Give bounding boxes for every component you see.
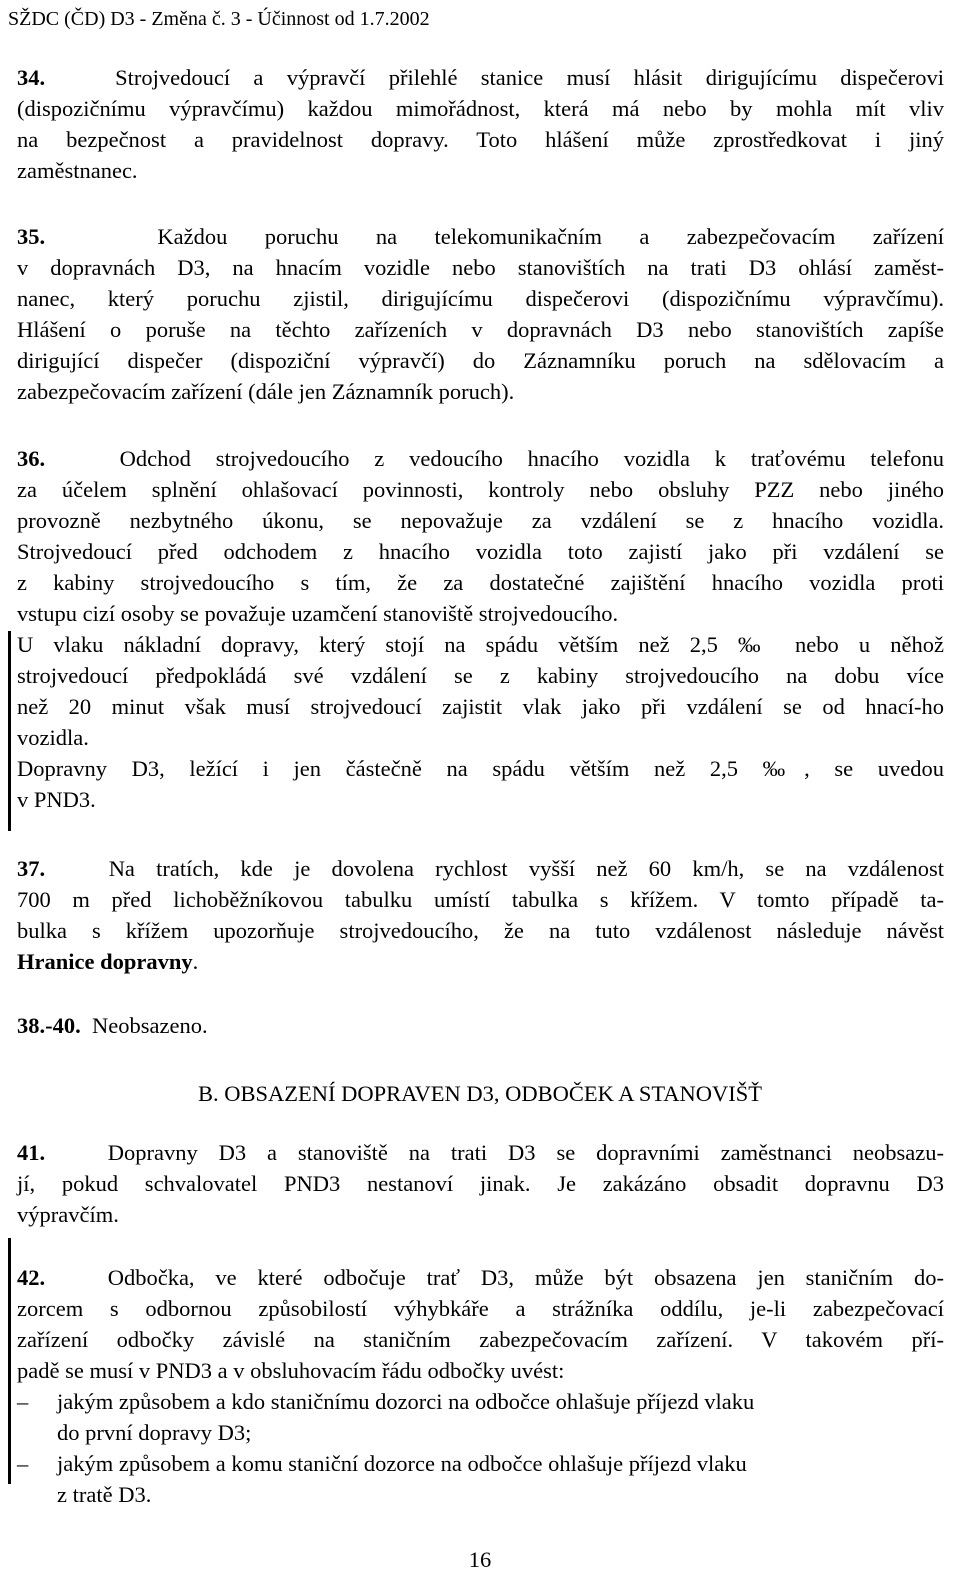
paragraph-34 (17, 62, 944, 186)
list-item-continuation: do první dopravy D3; (57, 1420, 252, 1445)
dash-bullet: – (17, 1389, 29, 1414)
paragraph-42 (17, 1262, 944, 1510)
paragraph-number: 38.-40. (17, 1013, 81, 1038)
paragraph-number: 42. (17, 1265, 46, 1290)
paragraph-line: U vlaku nákladní dopravy, který stojí na spádu větším než 2,5 ‰ nebo u něhož (17, 632, 944, 657)
list-item (17, 1448, 944, 1479)
page-header: SŽDC (ČD) D3 - Změna č. 3 - Účinnost od 1.7.2002 (8, 8, 430, 30)
paragraph-line (17, 946, 944, 977)
paragraph-line: v dopravnách D3, na hnacím vozidle nebo stanovištích na trati D3 ohlásí zaměst- (17, 255, 944, 280)
paragraph-line: v PND3. (17, 787, 96, 812)
paragraph-line (17, 853, 944, 884)
paragraph-36 (17, 443, 944, 815)
paragraph-number: 34. (17, 65, 46, 90)
paragraph-line: vstupu cizí osoby se považuje uzamčení stanoviště strojvedoucího. (17, 601, 619, 626)
line-text: Každou poruchu na telekomunikačním a zabezpečovacím zařízení (157, 224, 944, 249)
line-text: Neobsazeno. (92, 1013, 208, 1038)
paragraph-line: nanec, který poruchu zjistil, dirigujícímu dispečerovi (dispozičnímu výpravčímu). (17, 286, 944, 311)
paragraph-line: zorcem s odbornou způsobilostí výhybkáře a strážníka oddílu, je-li zabezpečovací (17, 1296, 944, 1321)
change-bar (8, 1238, 11, 1484)
paragraph-line: 700 m před lichoběžníkovou tabulku umístí tabulka s křížem. V tomto případě ta- (17, 887, 944, 912)
line-text: jakým způsobem a komu staniční dozorce na odbočce ohlašuje příjezd vlaku (57, 1451, 747, 1476)
paragraph-line: dirigující dispečer (dispoziční výpravčí) do Záznamníku poruch na sdělovacím a (17, 348, 944, 373)
paragraph-line (17, 62, 944, 93)
line-text: jakým způsobem a kdo staničnímu dozorci na odbočce ohlašuje příjezd vlaku (57, 1389, 755, 1414)
change-bar (8, 631, 11, 831)
paragraph-number: 35. (17, 224, 46, 249)
paragraph-line: (dispozičnímu výpravčímu) každou mimořádnost, která má nebo by mohla mít vliv (17, 96, 944, 121)
paragraph-line: za účelem splnění ohlašovací povinnosti, kontroly nebo obsluhy PZZ nebo jiného (17, 477, 944, 502)
paragraph-number: 36. (17, 446, 46, 471)
line-text: Dopravny D3 a stanoviště na trati D3 se dopravními zaměstnanci neobsazu- (107, 1140, 944, 1165)
page-number: 16 (468, 1547, 492, 1572)
paragraph-number: 41. (17, 1140, 46, 1165)
paragraph-line: bulka s křížem upozorňuje strojvedoucího, že na tuto vzdálenost následuje návěst (17, 918, 944, 943)
paragraph-line: zaměstnanec. (17, 158, 138, 183)
paragraph-line: padě se musí v PND3 a v obsluhovacím řádu odbočky uvést: (17, 1358, 565, 1383)
paragraph-41 (17, 1137, 944, 1230)
paragraph-line: strojvedoucí předpokládá své vzdálení se z kabiny strojvedoucího na dobu více (17, 663, 944, 688)
line-text: . (192, 949, 199, 974)
line-text: Strojvedoucí a výpravčí přilehlé stanice musí hlásit dirigujícímu dispečerovi (115, 65, 944, 90)
paragraph-line (17, 1010, 944, 1041)
bold-term: Hranice dopravny (17, 949, 193, 974)
paragraph-number: 37. (17, 856, 46, 881)
section-title: B. OBSAZENÍ DOPRAVEN D3, ODBOČEK A STANOVIŠŤ (197, 1081, 763, 1106)
paragraph-line: Dopravny D3, ležící i jen částečně na spádu větším než 2,5 ‰, se uvedou (17, 756, 944, 781)
paragraph-line (17, 443, 944, 474)
list-item (17, 1386, 944, 1417)
paragraph-line: jí, pokud schvalovatel PND3 nestanoví jinak. Je zakázáno obsadit dopravnu D3 (17, 1171, 944, 1196)
paragraph-line (17, 221, 944, 252)
paragraph-line: výpravčím. (17, 1202, 119, 1227)
paragraph-line: zařízení odbočky závislé na staničním zabezpečovacím zařízení. V takovém pří- (17, 1327, 944, 1352)
paragraph-line: provozně nezbytného úkonu, se nepovažuje za vzdálení se z hnacího vozidla. (17, 508, 944, 533)
paragraph-line (17, 1137, 944, 1168)
line-text: Odchod strojvedoucího z vedoucího hnacího vozidla k traťovému telefonu (119, 446, 945, 471)
line-text: Na tratích, kde je dovolena rychlost vyšší než 60 km/h, se na vzdálenost (108, 856, 945, 881)
paragraph-line: z kabiny strojvedoucího s tím, že za dostatečné zajištění hnacího vozidla proti (17, 570, 944, 595)
paragraph-35 (17, 221, 944, 407)
paragraph-line: Strojvedoucí před odchodem z hnacího vozidla toto zajistí jako při vzdálení se (17, 539, 944, 564)
line-text: Odbočka, ve které odbočuje trať D3, může být obsazena jen staničním do- (107, 1265, 945, 1290)
dash-bullet: – (17, 1451, 29, 1476)
paragraph-line: na bezpečnost a pravidelnost dopravy. Toto hlášení může zprostředkovat i jiný (17, 127, 944, 152)
paragraph-line: Hlášení o poruše na těchto zařízeních v dopravnách D3 nebo stanovištích zapíše (17, 317, 944, 342)
paragraph-line: zabezpečovacím zařízení (dále jen Záznamník poruch). (17, 379, 515, 404)
paragraph-line: vozidla. (17, 725, 89, 750)
list-item-continuation: z tratě D3. (57, 1482, 152, 1507)
paragraph-line (17, 1262, 944, 1293)
paragraph-38-40 (17, 1010, 944, 1041)
paragraph-line: než 20 minut však musí strojvedoucí zajistit vlak jako při vzdálení se od hnací-ho (17, 694, 944, 719)
paragraph-37 (17, 853, 944, 977)
